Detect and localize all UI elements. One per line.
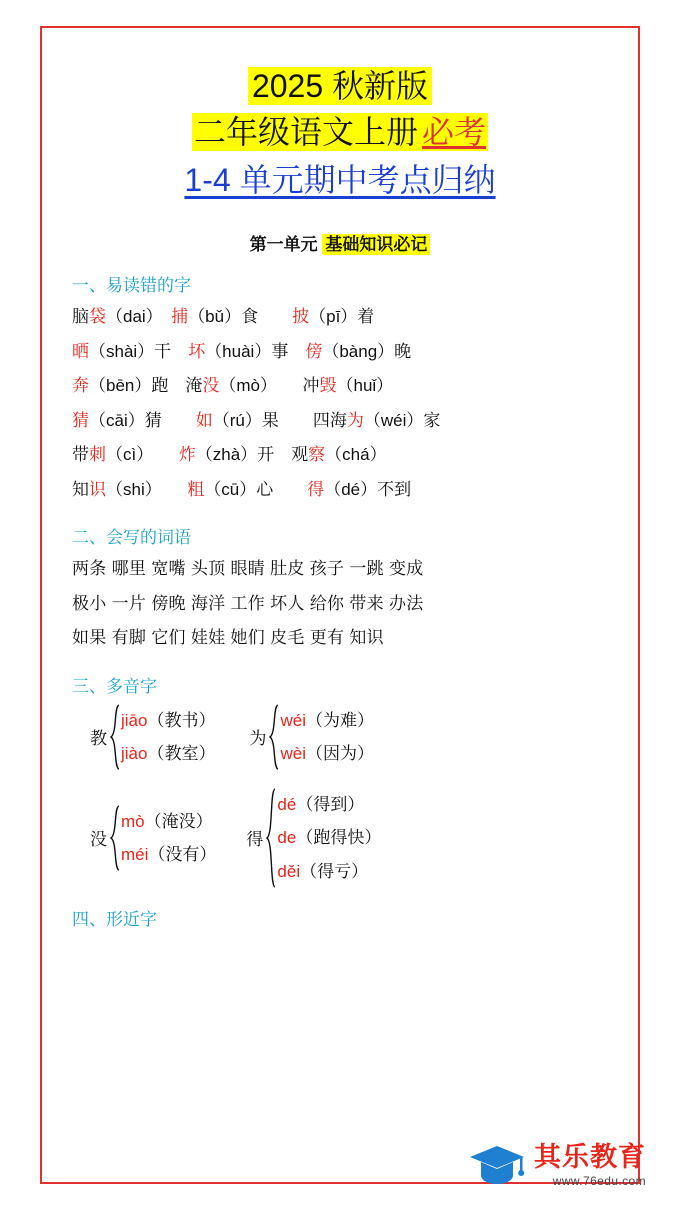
char-segment: 带 [72, 445, 89, 465]
polyphone-word: （教室） [147, 743, 216, 763]
polyphone-word: （得亏） [300, 861, 369, 881]
polyphone-char: 为 [249, 729, 267, 749]
section-heading-1: 一、易读错的字 [72, 276, 191, 296]
char-segment: 没 [202, 376, 220, 396]
polyphone-pinyin: de [277, 828, 297, 848]
document-content [40, 26, 640, 1184]
char-segment: 披 [292, 307, 310, 327]
polyphone-group [72, 804, 216, 872]
char-segment: 晒 [72, 341, 89, 361]
char-segment: （bǔ）食 [188, 307, 259, 327]
polyphone-item [277, 788, 381, 821]
char-segment: （dé）不到 [324, 479, 412, 499]
section-heading-4: 四、形近字 [72, 909, 157, 929]
title-line-3: 1-4 单元期中考点归纳 [184, 162, 496, 199]
logo-url: www.76edu.com [552, 1173, 646, 1188]
char-segment [171, 342, 188, 361]
char-segment: （shi） [106, 479, 154, 499]
graduation-cap-icon [468, 1143, 526, 1187]
char-segment: 袋 [89, 307, 106, 327]
char-segment: 知 [72, 479, 89, 499]
char-segment: 粗 [187, 479, 205, 499]
title-line-2-highlight: 二年级语文上册 [193, 114, 418, 151]
site-logo [468, 1143, 646, 1187]
brace-icon [109, 804, 121, 872]
title-line-1 [72, 64, 608, 108]
polyphone-item [277, 855, 381, 888]
polyphone-word: （淹没） [144, 811, 213, 831]
easy-mistake-line [72, 438, 608, 473]
char-segment: 毁 [319, 376, 337, 396]
polyphone-pinyin: děi [277, 861, 301, 881]
polyphone-word: （跑得快） [296, 828, 382, 848]
easy-mistake-line [72, 473, 608, 508]
char-segment: （cū）心 [204, 479, 274, 499]
char-segment: （mò） [219, 376, 269, 396]
easy-mistake-line [72, 335, 608, 370]
polyphone-block [72, 703, 608, 889]
char-segment: 炸 [178, 445, 196, 465]
polyphone-char: 教 [90, 729, 107, 749]
char-segment: 为 [346, 410, 364, 430]
polyphone-item [280, 737, 374, 770]
polyphone-item [121, 838, 216, 871]
polyphone-items [121, 704, 215, 770]
char-segment [154, 307, 171, 326]
title-line-3-wrap [72, 154, 608, 202]
char-segment: 识 [89, 479, 106, 499]
char-segment: （cì） [106, 445, 145, 465]
easy-mistake-line [72, 300, 608, 335]
polyphone-item [277, 821, 381, 854]
char-segment: （wéi）家 [363, 410, 441, 430]
char-segment [162, 411, 196, 430]
section-heading-3: 三、多音字 [72, 676, 157, 696]
polyphone-char: 没 [90, 830, 107, 850]
polyphone-word: （没有） [148, 844, 217, 864]
polyphone-char: 得 [246, 830, 264, 850]
char-segment: 傍 [305, 341, 323, 361]
polyphone-group [249, 703, 374, 771]
char-segment [145, 445, 179, 464]
char-segment [279, 411, 313, 430]
easy-mistake-list [72, 300, 608, 507]
polyphone-item [280, 704, 374, 737]
write-words-line: 两条 哪里 宽嘴 头顶 眼睛 肚皮 孩子 一跳 变成 [72, 559, 424, 579]
char-segment [273, 480, 307, 499]
polyphone-group [246, 787, 381, 889]
title-block [72, 64, 608, 202]
char-segment [288, 342, 305, 361]
section-heading-2: 二、会写的词语 [72, 528, 191, 548]
polyphone-item [121, 737, 215, 770]
char-segment: 察 [308, 445, 326, 465]
brace-icon [268, 703, 280, 771]
char-segment: （bàng）晚 [322, 341, 412, 361]
unit-heading [72, 230, 608, 255]
char-segment: （shài）干 [89, 341, 172, 361]
polyphone-word: （教书） [147, 710, 216, 730]
char-segment: （pī）着 [309, 307, 375, 327]
polyphone-items [280, 704, 374, 770]
char-segment: 四海 [312, 410, 347, 430]
logo-title: 其乐教育 [534, 1141, 646, 1172]
polyphone-group [72, 703, 215, 771]
title-line-1-text: 2025 秋新版 [248, 67, 432, 105]
polyphone-pinyin: jiāo [121, 710, 148, 730]
char-segment [274, 445, 291, 464]
char-segment: 观 [291, 445, 309, 465]
polyphone-row-1 [72, 703, 608, 771]
unit-heading-prefix: 第一单元 [249, 235, 318, 255]
char-segment: 奔 [72, 376, 89, 396]
write-words-list [72, 552, 608, 656]
char-segment: 猜 [72, 410, 89, 430]
char-segment: 如 [195, 410, 213, 430]
easy-mistake-line [72, 369, 608, 404]
polyphone-word: （因为） [305, 743, 374, 763]
char-segment [153, 480, 187, 499]
polyphone-word: （得到） [296, 795, 365, 815]
unit-heading-highlight: 基础知识必记 [322, 234, 430, 255]
polyphone-pinyin: wéi [280, 710, 306, 730]
polyphone-pinyin: wèi [280, 743, 306, 763]
char-segment: （cāi）猜 [89, 410, 162, 430]
char-segment: （huǐ） [336, 376, 394, 396]
polyphone-pinyin: mò [121, 811, 145, 831]
char-segment: （bēn）跑 [89, 376, 169, 396]
char-segment [269, 376, 303, 395]
char-segment: （huài）事 [205, 341, 289, 361]
polyphone-pinyin: dé [277, 795, 297, 815]
char-segment: （zhà）开 [195, 445, 275, 465]
title-line-2 [72, 110, 608, 154]
char-segment: （rú）果 [212, 410, 279, 430]
polyphone-row-2 [72, 787, 608, 889]
char-segment [168, 376, 185, 395]
char-segment: 淹 [185, 376, 203, 396]
polyphone-item [121, 805, 216, 838]
char-segment: 脑 [72, 307, 89, 327]
polyphone-pinyin: méi [121, 844, 149, 864]
polyphone-items [121, 805, 216, 871]
write-words-line: 如果 有脚 它们 娃娃 她们 皮毛 更有 知识 [72, 628, 384, 648]
logo-text [534, 1141, 646, 1188]
easy-mistake-line [72, 404, 608, 439]
polyphone-items [277, 788, 381, 887]
char-segment: 坏 [188, 341, 206, 361]
char-segment: 捕 [171, 307, 189, 327]
polyphone-item [121, 704, 215, 737]
char-segment: （dai） [106, 307, 155, 327]
write-words-line: 极小 一片 傍晚 海洋 工作 坏人 给你 带来 办法 [72, 593, 424, 613]
polyphone-word: （为难） [305, 710, 374, 730]
char-segment: 冲 [302, 376, 320, 396]
char-segment: （chá） [325, 445, 387, 465]
polyphone-pinyin: jiào [121, 743, 148, 763]
char-segment: 得 [307, 479, 325, 499]
brace-icon [265, 787, 277, 889]
char-segment [258, 307, 292, 326]
brace-icon [109, 703, 121, 771]
title-line-2-red: 必考 [422, 114, 487, 151]
char-segment: 刺 [89, 445, 106, 465]
